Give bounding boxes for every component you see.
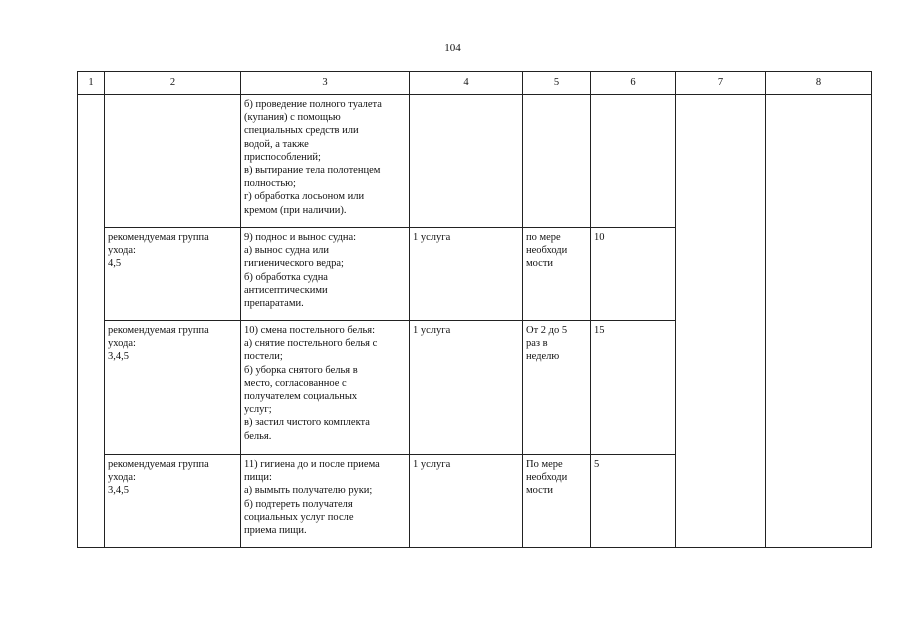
time-norm-cell: 5 <box>591 455 676 548</box>
table-header-row <box>78 72 872 95</box>
column-header: 7 <box>676 72 766 95</box>
page-number: 104 <box>444 42 461 54</box>
service-description-cell: 9) поднос и вынос судна: а) вынос судна или гигиенического ведра; б) обработка судна антисептическими препаратами. <box>241 228 410 321</box>
column-header: 2 <box>105 72 241 95</box>
column-8-cell <box>766 95 872 548</box>
service-volume-cell <box>410 95 523 228</box>
service-volume-cell: 1 услуга <box>410 321 523 455</box>
column-header: 5 <box>523 72 591 95</box>
frequency-cell: От 2 до 5 раз в неделю <box>523 321 591 455</box>
row-number-cell <box>78 95 105 548</box>
service-volume-cell: 1 услуга <box>410 228 523 321</box>
time-norm-cell: 15 <box>591 321 676 455</box>
frequency-cell: По мере необходи мости <box>523 455 591 548</box>
frequency-cell <box>523 95 591 228</box>
frequency-cell: по мере необходи мости <box>523 228 591 321</box>
column-header: 4 <box>410 72 523 95</box>
service-description-cell: б) проведение полного туалета (купания) с помощью специальных средств или водой, а также приспособлений; в) вытирание тела полотенцем полностью; г) обработка лосьоном или кремом (при наличии). <box>241 95 410 228</box>
time-norm-cell <box>591 95 676 228</box>
column-header: 1 <box>78 72 105 95</box>
column-header: 8 <box>766 72 872 95</box>
column-header: 3 <box>241 72 410 95</box>
services-table <box>77 71 872 548</box>
table-row <box>78 95 872 228</box>
care-group-cell <box>105 95 241 228</box>
care-group-cell: рекомендуемая группа ухода: 4,5 <box>105 228 241 321</box>
service-description-cell: 11) гигиена до и после приема пищи: а) вымыть получателю руки; б) подтереть получателя социальных услуг после приема пищи. <box>241 455 410 548</box>
time-norm-cell: 10 <box>591 228 676 321</box>
service-description-cell: 10) смена постельного белья: а) снятие постельного белья с постели; б) уборка снятого белья в место, согласованное с получателем социальных услуг; в) застил чистого комплекта белья. <box>241 321 410 455</box>
care-group-cell: рекомендуемая группа ухода: 3,4,5 <box>105 455 241 548</box>
service-volume-cell: 1 услуга <box>410 455 523 548</box>
column-7-cell <box>676 95 766 548</box>
column-header: 6 <box>591 72 676 95</box>
care-group-cell: рекомендуемая группа ухода: 3,4,5 <box>105 321 241 455</box>
